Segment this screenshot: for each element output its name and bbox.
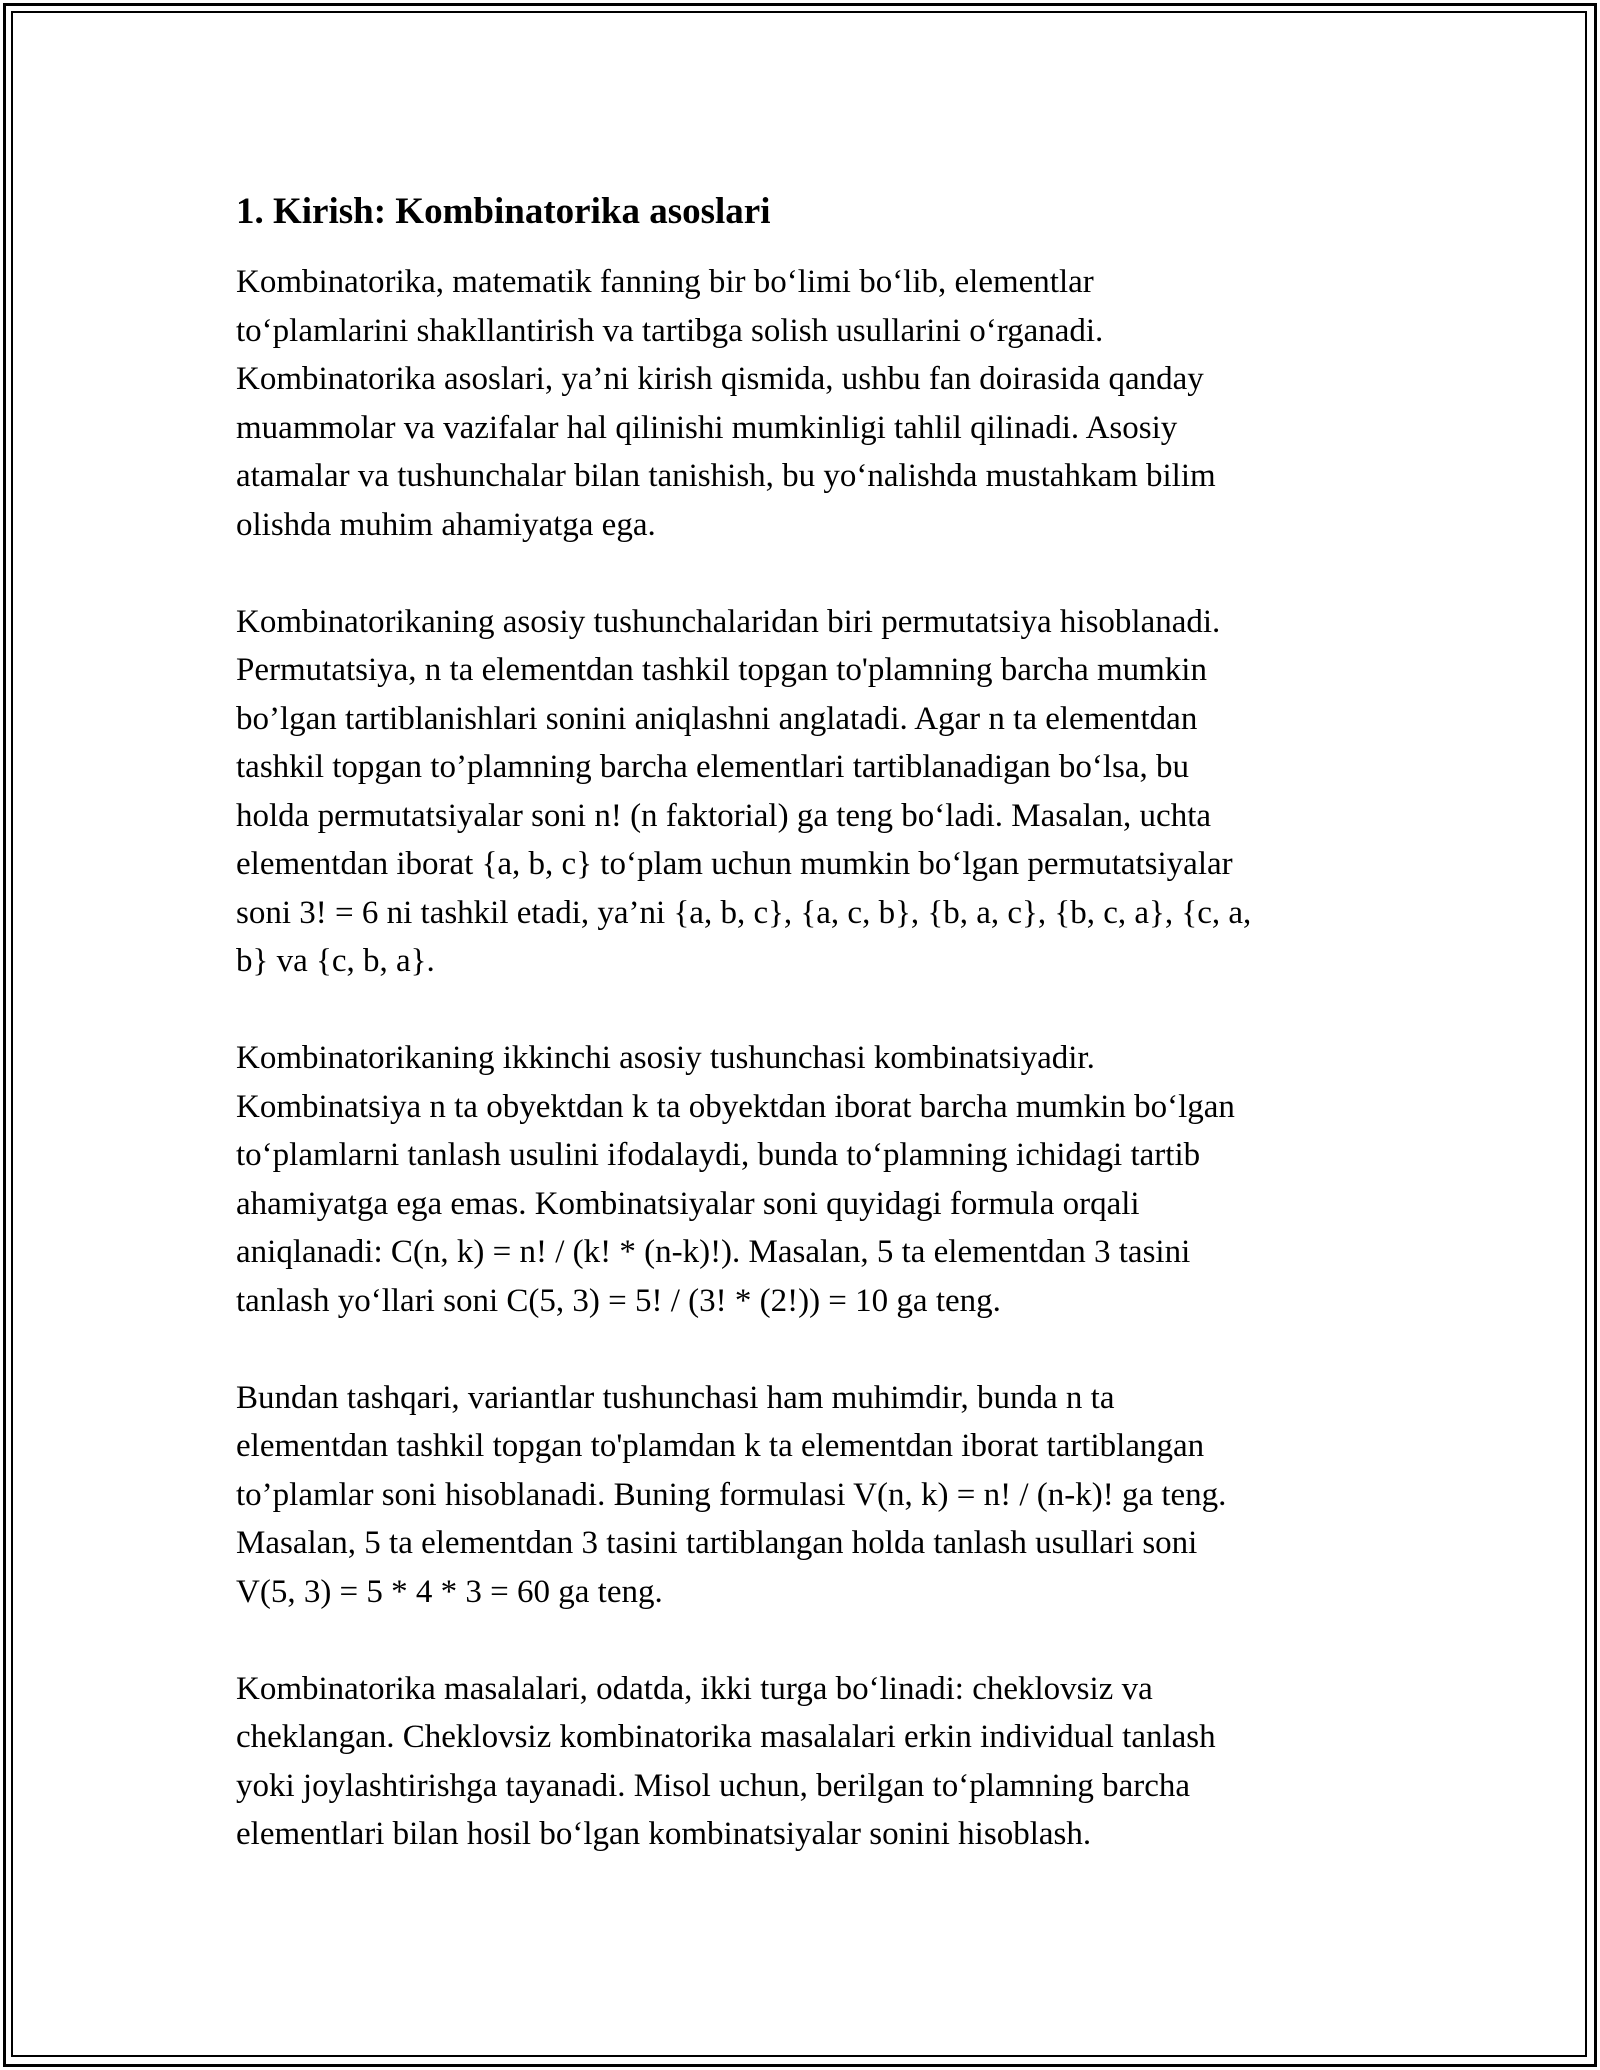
text-line: bo’lgan tartiblanishlari sonini aniqlashni anglatadi. Agar n ta elementdan [236, 700, 1198, 737]
text-line: tanlash yo‘llari soni C(5, 3) = 5! / (3! * (2!)) = 10 ga teng. [236, 1282, 1001, 1319]
text-line: elementdan iborat {a, b, c} to‘plam uchun mumkin bo‘lgan permutatsiyalar [236, 846, 1233, 882]
text-line: to‘plamlarini shakllantirish va tartibga solish usullarini o‘rganadi. [236, 312, 1104, 349]
text-line: Kombinatorikaning asosiy tushunchalaridan biri permutatsiya hisoblanadi. [236, 603, 1221, 640]
paragraph-intro [236, 258, 1366, 549]
text-line: cheklangan. Cheklovsiz kombinatorika masalalari erkin individual tanlash [236, 1719, 1216, 1755]
paragraph-problem-types [236, 1665, 1366, 1859]
text-line: aniqlanadi: C(n, k) = n! / (k! * (n-k)!). Masalan, 5 ta elementdan 3 tasini [236, 1234, 1191, 1270]
paragraph-combination [236, 1034, 1366, 1325]
text-line: Kombinatorika, matematik fanning bir bo‘limi bo‘lib, elementlar [236, 264, 1094, 300]
text-line: yoki joylashtirishga tayanadi. Misol uchun, berilgan to‘plamning barcha [236, 1767, 1191, 1804]
text-line: holda permutatsiyalar soni n! (n faktorial) ga teng bo‘ladi. Masalan, uchta [236, 797, 1212, 834]
text-line: atamalar va tushunchalar bilan tanishish, bu yo‘nalishda mustahkam bilim [236, 458, 1216, 494]
text-line: Kombinatorika asoslari, ya’ni kirish qismida, ushbu fan doirasida qanday [236, 361, 1204, 397]
text-line: Kombinatorikaning ikkinchi asosiy tushunchasi kombinatsiyadir. [236, 1040, 1095, 1076]
text-line: ahamiyatga ega emas. Kombinatsiyalar soni quyidagi formula orqali [236, 1185, 1140, 1222]
text-line: Bundan tashqari, variantlar tushunchasi ham muhimdir, bunda n ta [236, 1379, 1115, 1416]
text-line: Kombinatorika masalalari, odatda, ikki turga bo‘linadi: cheklovsiz va [236, 1670, 1153, 1707]
text-line: V(5, 3) = 5 * 4 * 3 = 60 ga teng. [236, 1573, 663, 1610]
section-heading: 1. Kirish: Kombinatorika asoslari [236, 191, 771, 232]
text-line: olishda muhim ahamiyatga ega. [236, 506, 656, 543]
text-line: elementlari bilan hosil bo‘lgan kombinatsiyalar sonini hisoblash. [236, 1816, 1092, 1852]
text-line: b} va {c, b, a}. [236, 943, 435, 979]
paragraph-permutation [236, 598, 1366, 986]
document-body [236, 188, 1366, 1907]
text-line: muammolar va vazifalar hal qilinishi mumkinligi tahlil qilinadi. Asosiy [236, 409, 1178, 446]
paragraph-variants [236, 1374, 1366, 1617]
text-line: Kombinatsiya n ta obyektdan k ta obyektdan iborat barcha mumkin bo‘lgan [236, 1088, 1235, 1125]
text-line: elementdan tashkil topgan to'plamdan k ta elementdan iborat tartiblangan [236, 1428, 1205, 1464]
text-line: Permutatsiya, n ta elementdan tashkil topgan to'plamning barcha mumkin [236, 652, 1207, 688]
text-line: to‘plamlarni tanlash usulini ifodalaydi, bunda to‘plamning ichidagi tartib [236, 1137, 1201, 1173]
text-line: to’plamlar soni hisoblanadi. Buning formulasi V(n, k) = n! / (n-k)! ga teng. [236, 1476, 1227, 1513]
text-line: tashkil topgan to’plamning barcha elementlari tartiblanadigan bo‘lsa, bu [236, 749, 1190, 785]
text-line: soni 3! = 6 ni tashkil etadi, ya’ni {a, b, c}, {a, c, b}, {b, a, c}, {b, c, a}, {c, a, [236, 894, 1252, 931]
text-line: Masalan, 5 ta elementdan 3 tasini tartiblangan holda tanlash usullari soni [236, 1525, 1198, 1561]
